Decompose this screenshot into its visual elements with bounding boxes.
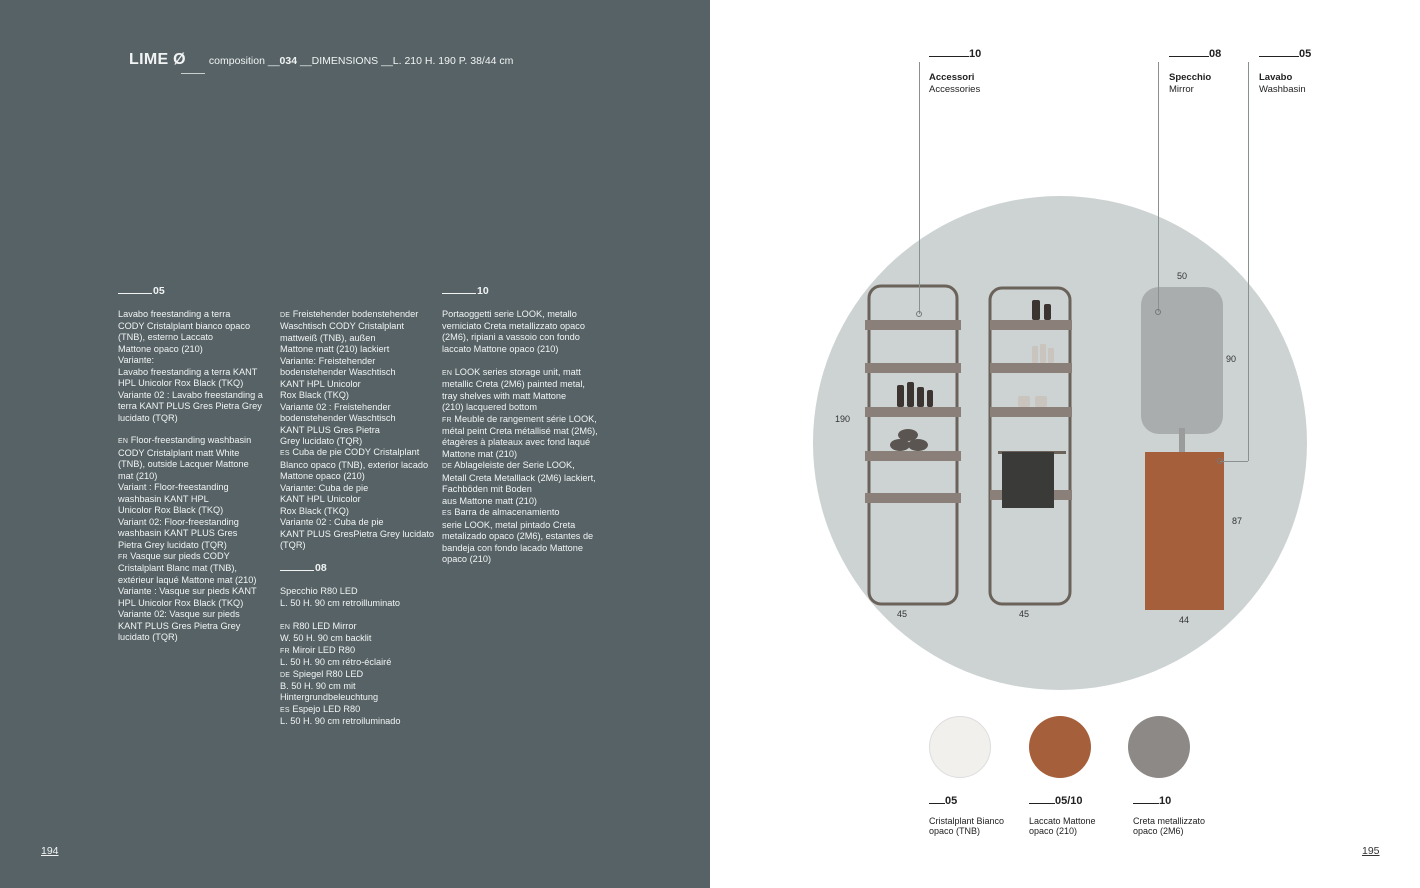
- dim-basin-width: 44: [1179, 615, 1190, 625]
- callout-mirror: 08 Specchio Mirror: [1169, 48, 1222, 95]
- mirror-it: Specchio R80 LED L. 50 H. 90 cm retroilluminato: [280, 586, 400, 608]
- section-number: 05: [118, 286, 278, 297]
- marker-accessories: [916, 311, 922, 317]
- accessories-translations: EN LOOK series storage unit, matt metallic Creta (2M6) painted metal, tray shelves with matt Mattone (210) lacquered bottom FR Meuble de rangement série LOOK, métal peint Creta métallisé mat (2M6), étagères à plateaux avec fond laqué Mattone mat (210) DE Ablageleiste der Serie LOOK, Metall Creta Metalllack (2M6) lackiert, Fachböden mit Boden aus Mattone matt (210) ES Barra de almacenamiento serie LOOK, metal pintado Creta metalizado opaco (2M6), estantes de bandeja con fondo lacado Mattone opaco (210): [442, 366, 598, 564]
- swatch-creta: [1128, 716, 1190, 778]
- dim-shelf2-width: 45: [1019, 609, 1030, 619]
- dim-basin-height: 87: [1232, 516, 1243, 526]
- collection-title: LIME Ø: [129, 51, 186, 68]
- swatch-label-cristalplant: 05 Cristalplant Bianco opaco (TNB): [929, 795, 1005, 836]
- callout-washbasin: 05 Lavabo Washbasin: [1259, 48, 1312, 95]
- leader-washbasin-horizontal: [1220, 461, 1248, 462]
- page-number-right: 195: [1362, 845, 1380, 857]
- washbasin-illustration: [1145, 452, 1224, 610]
- washbasin-it: Lavabo freestanding a terra CODY Cristalplant bianco opaco (TNB), esterno Laccato Mattone opaco (210) Variante: Lavabo freestanding a terra KANT HPL Unicolor Rox Black (TKQ) Variante 02 : Lavabo freestanding a terra KANT PLUS Gres Pietra Grey lucidato (TQR): [118, 309, 263, 423]
- composition-number: 034: [279, 55, 298, 67]
- mirror-translations: EN R80 LED Mirror W. 50 H. 90 cm backlit FR Miroir LED R80 L. 50 H. 90 cm rétro-éclairé DE Spiegel R80 LED B. 50 H. 90 cm mit Hintergrundbeleuchtung ES Espejo LED R80 L. 50 H. 90 cm retroiluminado: [280, 620, 401, 727]
- dimensions-text: __DIMENSIONS __L. 210 H. 190 P. 38/44 cm: [297, 55, 514, 67]
- washbasin-de-es: DE Freistehender bodenstehender Waschtisch CODY Cristalplant mattweiß (TNB), außen Mattone matt (210) lackiert Variante: Freistehender bodenstehender Waschtisch KANT HPL Unicolor Rox Black (TKQ) Variante 02 : Freistehender bodenstehender Waschtisch KANT PLUS Gres Pietra Grey lucidato (TQR) ES Cuba de pie CODY Cristalplant Blanco opaco (TNB), exterior lacado Mattone opaco (210) Variante: Cuba de pie KANT HPL Unicolor Rox Black (TKQ) Variante 02 : Cuba de pie KANT PLUS GresPietra Grey lucidato (TQR): [280, 309, 435, 551]
- page-number-left: 194: [41, 845, 59, 857]
- faucet: [1179, 428, 1185, 452]
- accessories-it: Portaoggetti serie LOOK, metallo verniciato Creta metallizzato opaco (2M6), ripiani a vassoio con fondo laccato Mattone opaco (210): [442, 309, 585, 354]
- washbasin-de-es-column: [280, 309, 450, 739]
- accessories-column: [442, 286, 607, 577]
- swatch-cristalplant: [929, 716, 991, 778]
- mirror-illustration: [1141, 287, 1223, 434]
- backdrop-circle: [813, 196, 1307, 690]
- swatch-mattone: [1029, 716, 1091, 778]
- dim-mirror-width: 50: [1177, 271, 1188, 281]
- leader-accessories: [919, 62, 920, 314]
- leader-washbasin: [1248, 62, 1249, 461]
- leader-mirror: [1158, 62, 1159, 312]
- dim-mirror-height: 90: [1226, 354, 1237, 364]
- dim-height-shelf: 190: [835, 414, 851, 424]
- title-underline: [181, 73, 205, 74]
- right-page: [710, 0, 1420, 888]
- dim-shelf1-width: 45: [897, 609, 908, 619]
- marker-mirror: [1155, 309, 1161, 315]
- washbasin-en-fr: EN Floor-freestanding washbasin CODY Cristalplant matt White (TNB), outside Lacquer Mattone mat (210) Variant : Floor-freestanding washbasin KANT HPL Unicolor Rox Black (TKQ) Variant 02: Floor-freestanding washbasin KANT PLUS Gres Pietra Grey lucidato (TQR) FR Vasque sur pieds CODY Cristalplant Blanc mat (TNB), extérieur laqué Mattone mat (210) Variante : Vasque sur pieds KANT HPL Unicolor Rox Black (TKQ) Variante 02: Vasque sur pieds KANT PLUS Gres Pietra Grey lucidato (TQR): [118, 435, 257, 643]
- composition-info: composition __034 __DIMENSIONS __L. 210 H. 190 P. 38/44 cm: [208, 55, 514, 67]
- marker-washbasin: [1217, 458, 1223, 464]
- swatch-label-mattone: 05/10 Laccato Mattone opaco (210): [1029, 795, 1096, 836]
- callout-accessories: 10 Accessori Accessories: [929, 48, 982, 95]
- title-row: [129, 51, 513, 69]
- mirror-section-number: 08: [280, 563, 450, 574]
- accessories-section-number: 10: [442, 286, 607, 297]
- swatch-label-creta: 10 Creta metallizzato opaco (2M6): [1133, 795, 1206, 836]
- washbasin-column: [118, 286, 278, 655]
